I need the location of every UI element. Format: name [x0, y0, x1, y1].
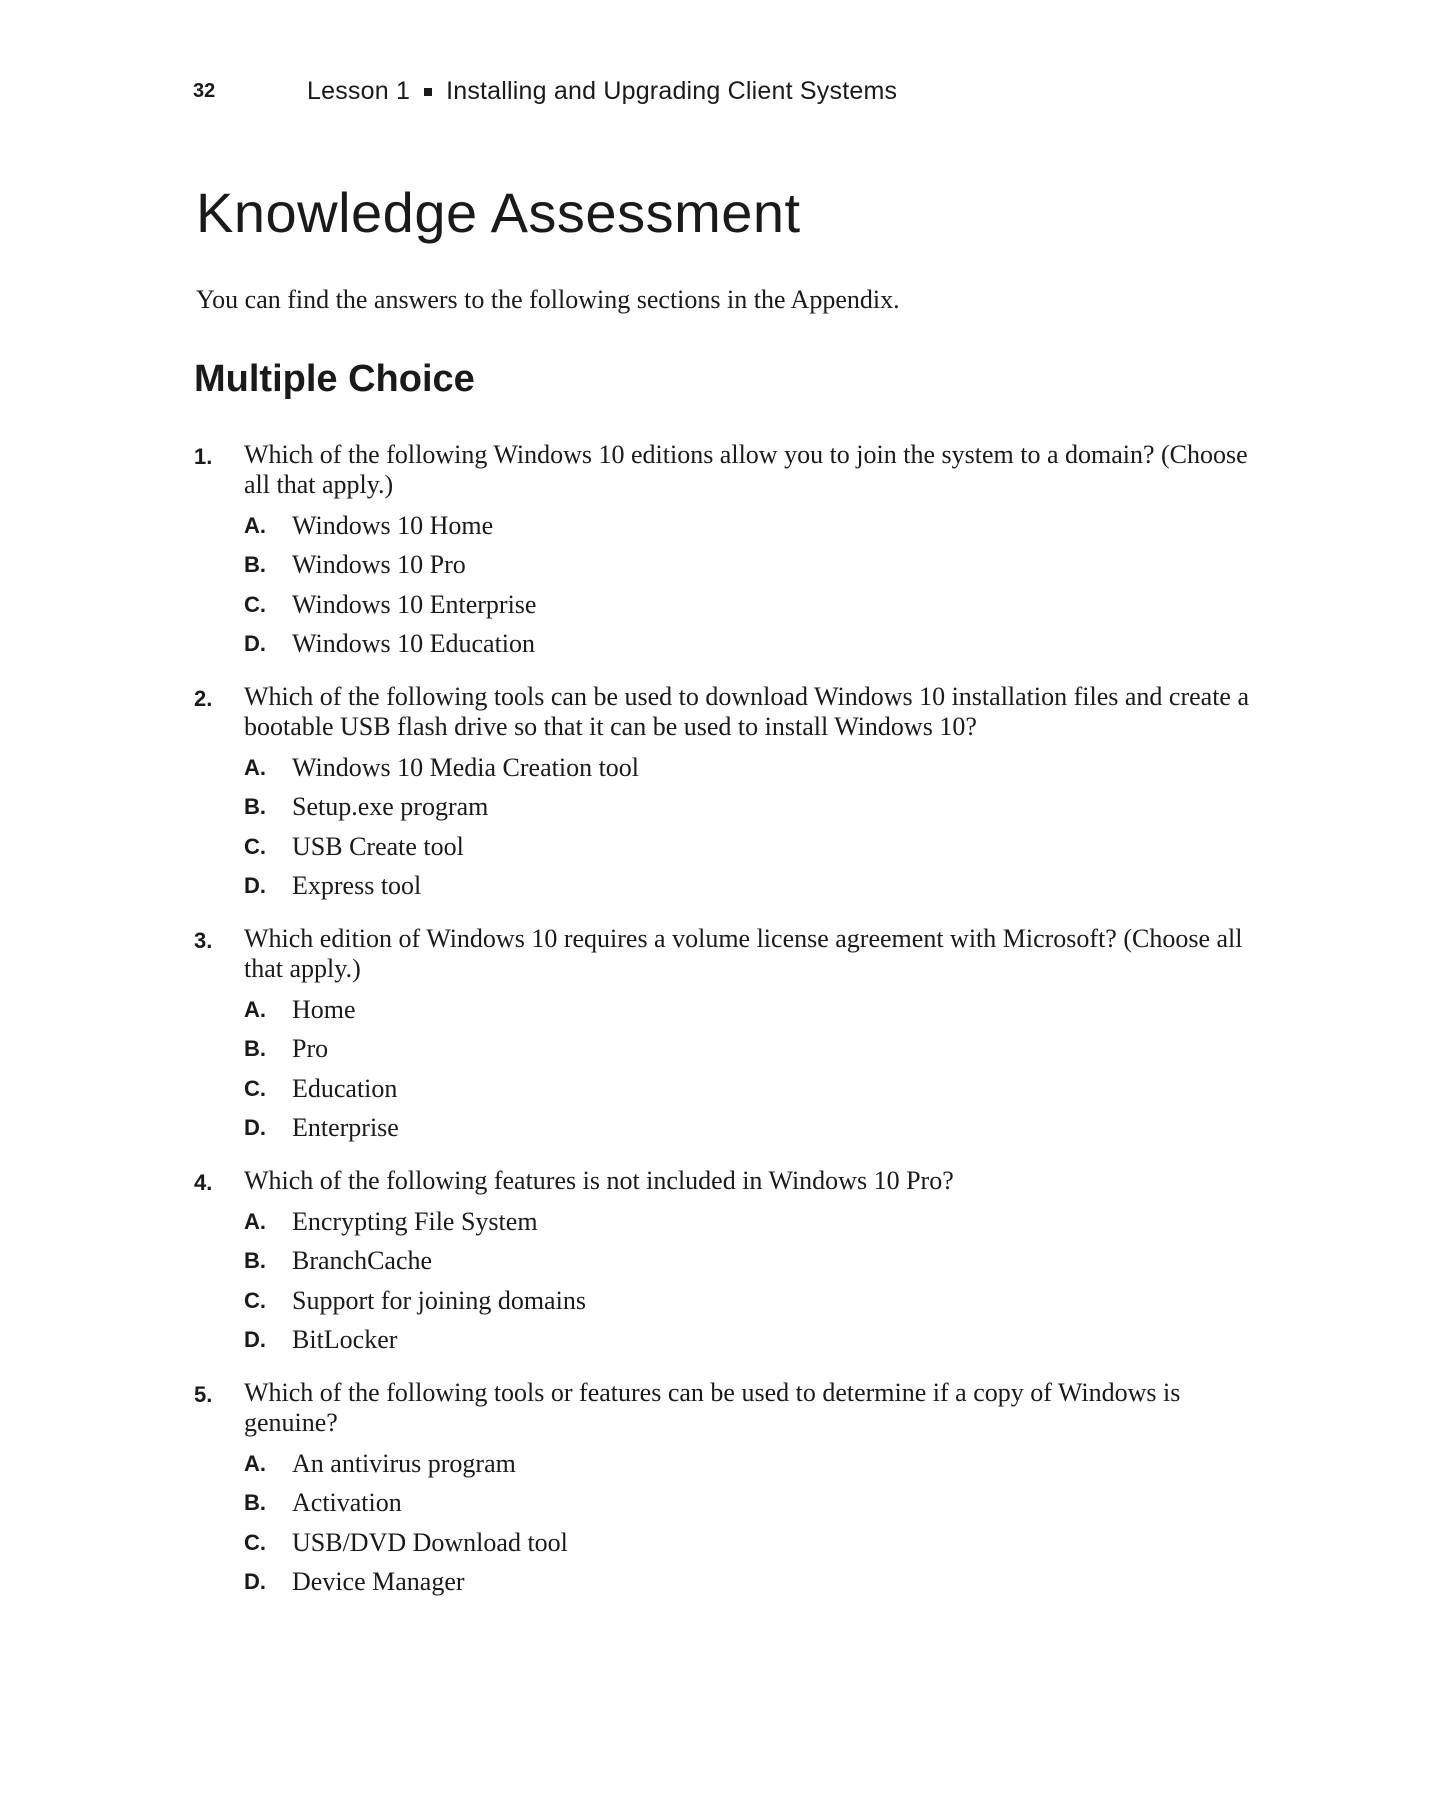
option-text: USB/DVD Download tool: [292, 1527, 568, 1557]
option-text: Windows 10 Education: [292, 629, 536, 659]
option-letter: C.: [244, 1075, 266, 1101]
answer-option: [244, 1109, 1254, 1149]
option-letter: A.: [244, 754, 266, 780]
question-text: Which of the following features is not included in Windows 10 Pro?: [244, 1166, 954, 1195]
option-text: Pro: [292, 1034, 329, 1064]
answer-option: [244, 1523, 1254, 1563]
answer-option: [244, 506, 1254, 546]
question-body: [244, 440, 1254, 664]
option-text: Education: [292, 1073, 398, 1103]
answer-option: [244, 625, 1254, 665]
answer-option: [244, 990, 1254, 1030]
question-number: 4.: [194, 1170, 213, 1195]
question-body: [244, 1166, 1254, 1360]
option-text: Setup.exe program: [292, 792, 489, 822]
question-number: 2.: [194, 686, 213, 711]
question-text: Which of the following tools can be used to download Windows 10 installation files and create a bootable USB flash drive so that it can be used to install Windows 10?: [244, 682, 1250, 741]
answer-option: [244, 1242, 1254, 1282]
option-text: BitLocker: [292, 1325, 398, 1355]
option-text: Encrypting File System: [292, 1206, 538, 1236]
intro-text: You can find the answers to the following sections in the Appendix.: [196, 285, 900, 314]
option-text: Windows 10 Pro: [292, 550, 466, 580]
option-letter: D.: [244, 1327, 266, 1353]
question-item: [194, 1166, 1254, 1360]
question-body: [244, 1378, 1254, 1602]
option-text: An antivirus program: [292, 1448, 516, 1478]
option-text: BranchCache: [292, 1246, 433, 1276]
option-text: USB Create tool: [292, 831, 464, 861]
question-text: Which of the following tools or features can be used to determine if a copy of Windows is genuine?: [244, 1378, 1181, 1437]
option-letter: D.: [244, 873, 266, 899]
answer-option: [244, 1030, 1254, 1070]
square-bullet-icon: [424, 88, 432, 96]
question-item: [194, 924, 1254, 1148]
answer-option: [244, 867, 1254, 907]
question-body: [244, 924, 1254, 1148]
option-list: [244, 1202, 1254, 1360]
question-text: Which of the following Windows 10 editions allow you to join the system to a domain? (Choose all that apply.): [244, 440, 1248, 499]
answer-option: [244, 827, 1254, 867]
option-list: [244, 506, 1254, 664]
option-letter: D.: [244, 1115, 266, 1141]
option-letter: C.: [244, 1529, 266, 1555]
option-letter: B.: [244, 1490, 266, 1516]
question-item: [194, 682, 1254, 906]
lesson-label: Lesson 1: [307, 76, 411, 105]
option-text: Windows 10 Media Creation tool: [292, 752, 640, 782]
question-body: [244, 682, 1254, 906]
option-list: [244, 990, 1254, 1148]
option-text: Windows 10 Home: [292, 510, 494, 540]
answer-option: [244, 748, 1254, 788]
option-letter: C.: [244, 591, 266, 617]
answer-option: [244, 788, 1254, 828]
question-item: [194, 1378, 1254, 1602]
running-head: [193, 74, 897, 108]
question-item: [194, 440, 1254, 664]
option-letter: A.: [244, 512, 266, 538]
answer-option: [244, 1444, 1254, 1484]
question-number: 3.: [194, 928, 213, 953]
option-letter: D.: [244, 1569, 266, 1595]
option-letter: D.: [244, 631, 266, 657]
question-text: Which edition of Windows 10 requires a volume license agreement with Microsoft? (Choose all that apply.): [244, 924, 1243, 983]
answer-option: [244, 1484, 1254, 1524]
option-text: Home: [292, 994, 356, 1024]
option-letter: B.: [244, 1248, 266, 1274]
answer-option: [244, 546, 1254, 586]
option-letter: A.: [244, 1208, 266, 1234]
page-number: 32: [193, 79, 216, 102]
section-title: Multiple Choice: [194, 358, 475, 400]
option-list: [244, 748, 1254, 906]
answer-option: [244, 1069, 1254, 1109]
question-number: 5.: [194, 1382, 213, 1407]
option-text: Express tool: [292, 871, 422, 901]
answer-option: [244, 1202, 1254, 1242]
option-letter: A.: [244, 996, 266, 1022]
option-letter: B.: [244, 552, 266, 578]
option-text: Activation: [292, 1488, 402, 1518]
question-number: 1.: [194, 444, 213, 469]
answer-option: [244, 1321, 1254, 1361]
option-letter: C.: [244, 1287, 266, 1313]
option-letter: B.: [244, 1036, 266, 1062]
question-list: [194, 440, 1254, 1620]
page-title: Knowledge Assessment: [196, 181, 801, 244]
option-letter: C.: [244, 833, 266, 859]
answer-option: [244, 1281, 1254, 1321]
lesson-title: Installing and Upgrading Client Systems: [446, 76, 898, 105]
running-title: [307, 77, 897, 106]
option-list: [244, 1444, 1254, 1602]
option-text: Device Manager: [292, 1567, 465, 1597]
option-text: Enterprise: [292, 1113, 399, 1143]
option-text: Windows 10 Enterprise: [292, 589, 537, 619]
answer-option: [244, 1563, 1254, 1603]
option-letter: B.: [244, 794, 266, 820]
option-letter: A.: [244, 1450, 266, 1476]
answer-option: [244, 585, 1254, 625]
option-text: Support for joining domains: [292, 1285, 586, 1315]
